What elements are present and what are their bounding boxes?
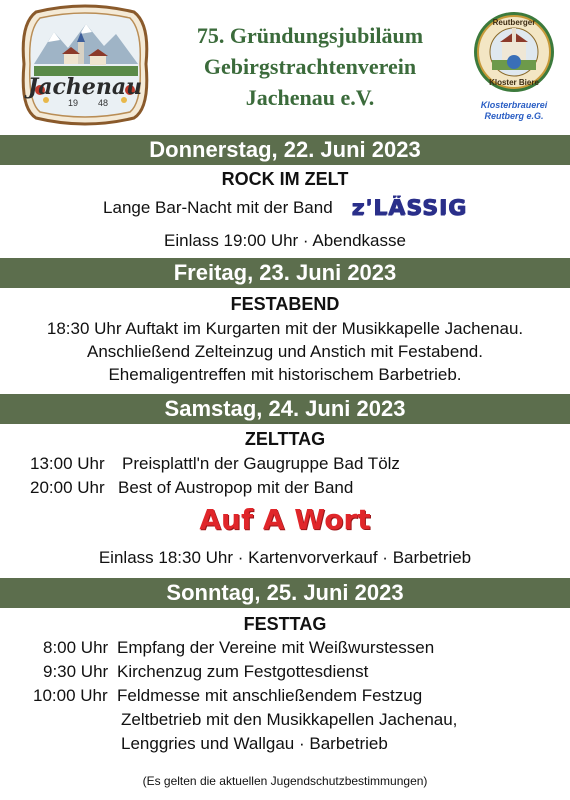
title-line-3: Jachenau e.V. (245, 85, 375, 110)
band-logo-zlassig: z'LÄSSIG (351, 196, 467, 220)
schedule-continuation: Lenggries und Wallgau · Barbetrieb (121, 734, 388, 753)
poster-header (0, 0, 570, 132)
band-intro-text: Lange Bar-Nacht mit der Band (103, 198, 333, 217)
brewery-ring-top: Reutberger (492, 18, 536, 27)
schedule-text: Feldmesse mit anschließendem Festzug (117, 686, 423, 705)
band-logo-auf-a-wort: Auf A Wort (199, 503, 371, 536)
brewery-name-line-2: Reutberg e.G. (484, 111, 544, 121)
day-header-saturday: Samstag, 24. Juni 2023 (0, 394, 570, 424)
day-header-thursday: Donnerstag, 22. Juni 2023 (0, 135, 570, 165)
logo-script-text: Jachenau (27, 74, 143, 100)
schedule-time: 10:00 Uhr (33, 686, 108, 705)
event-title-festtag: FESTTAG (243, 614, 327, 634)
jachenau-club-logo (16, 4, 154, 126)
day-header-friday: Freitag, 23. Juni 2023 (0, 258, 570, 288)
event-title-festabend: FESTABEND (230, 294, 340, 314)
logo-year-right: 48 (98, 98, 109, 108)
event-line (0, 197, 570, 220)
schedule-time: 13:00 Uhr (30, 454, 105, 473)
schedule-text: Kirchenzug zum Festgottesdienst (117, 662, 369, 681)
schedule-time: 8:00 Uhr (43, 638, 109, 657)
brewery-name (466, 100, 562, 122)
event-line: 18:30 Uhr Auftakt im Kurgarten mit der Musikkapelle Jachenau. (46, 319, 524, 338)
brewery-ring-bottom: Kloster Biere (489, 78, 539, 87)
schedule-text: Preisplattl'n der Gaugruppe Bad Tölz (122, 454, 400, 473)
logo-year-left: 19 (68, 98, 79, 108)
event-line: Ehemaligentreffen mit historischem Barbetrieb. (108, 365, 462, 384)
event-line: Anschließend Zelteinzug und Anstich mit Festabend. (87, 342, 483, 361)
schedule-time: 20:00 Uhr (30, 478, 105, 497)
schedule-time: 9:30 Uhr (43, 662, 109, 681)
day-header-sunday: Sonntag, 25. Juni 2023 (0, 578, 570, 608)
event-line-entry: Einlass 18:30 Uhr · Kartenvorverkauf · Barbetrieb (98, 548, 472, 567)
brewery-name-line-1: Klosterbrauerei (480, 100, 548, 110)
poster-title (160, 20, 460, 113)
youth-protection-note: (Es gelten die aktuellen Jugendschutzbestimmungen) (142, 774, 428, 788)
schedule-continuation: Zeltbetrieb mit den Musikkapellen Jachenau, (121, 710, 458, 729)
schedule-text: Best of Austropop mit der Band (118, 478, 354, 497)
schedule-text: Empfang der Vereine mit Weißwurstessen (117, 638, 435, 657)
event-title-rock-im-zelt: ROCK IM ZELT (221, 169, 349, 189)
title-line-1: 75. Gründungsjubiläum (196, 23, 424, 48)
event-line-entry: Einlass 19:00 Uhr · Abendkasse (164, 231, 406, 250)
title-line-2: Gebirgstrachtenverein (203, 54, 417, 79)
event-title-zelttag: ZELTTAG (244, 429, 326, 449)
